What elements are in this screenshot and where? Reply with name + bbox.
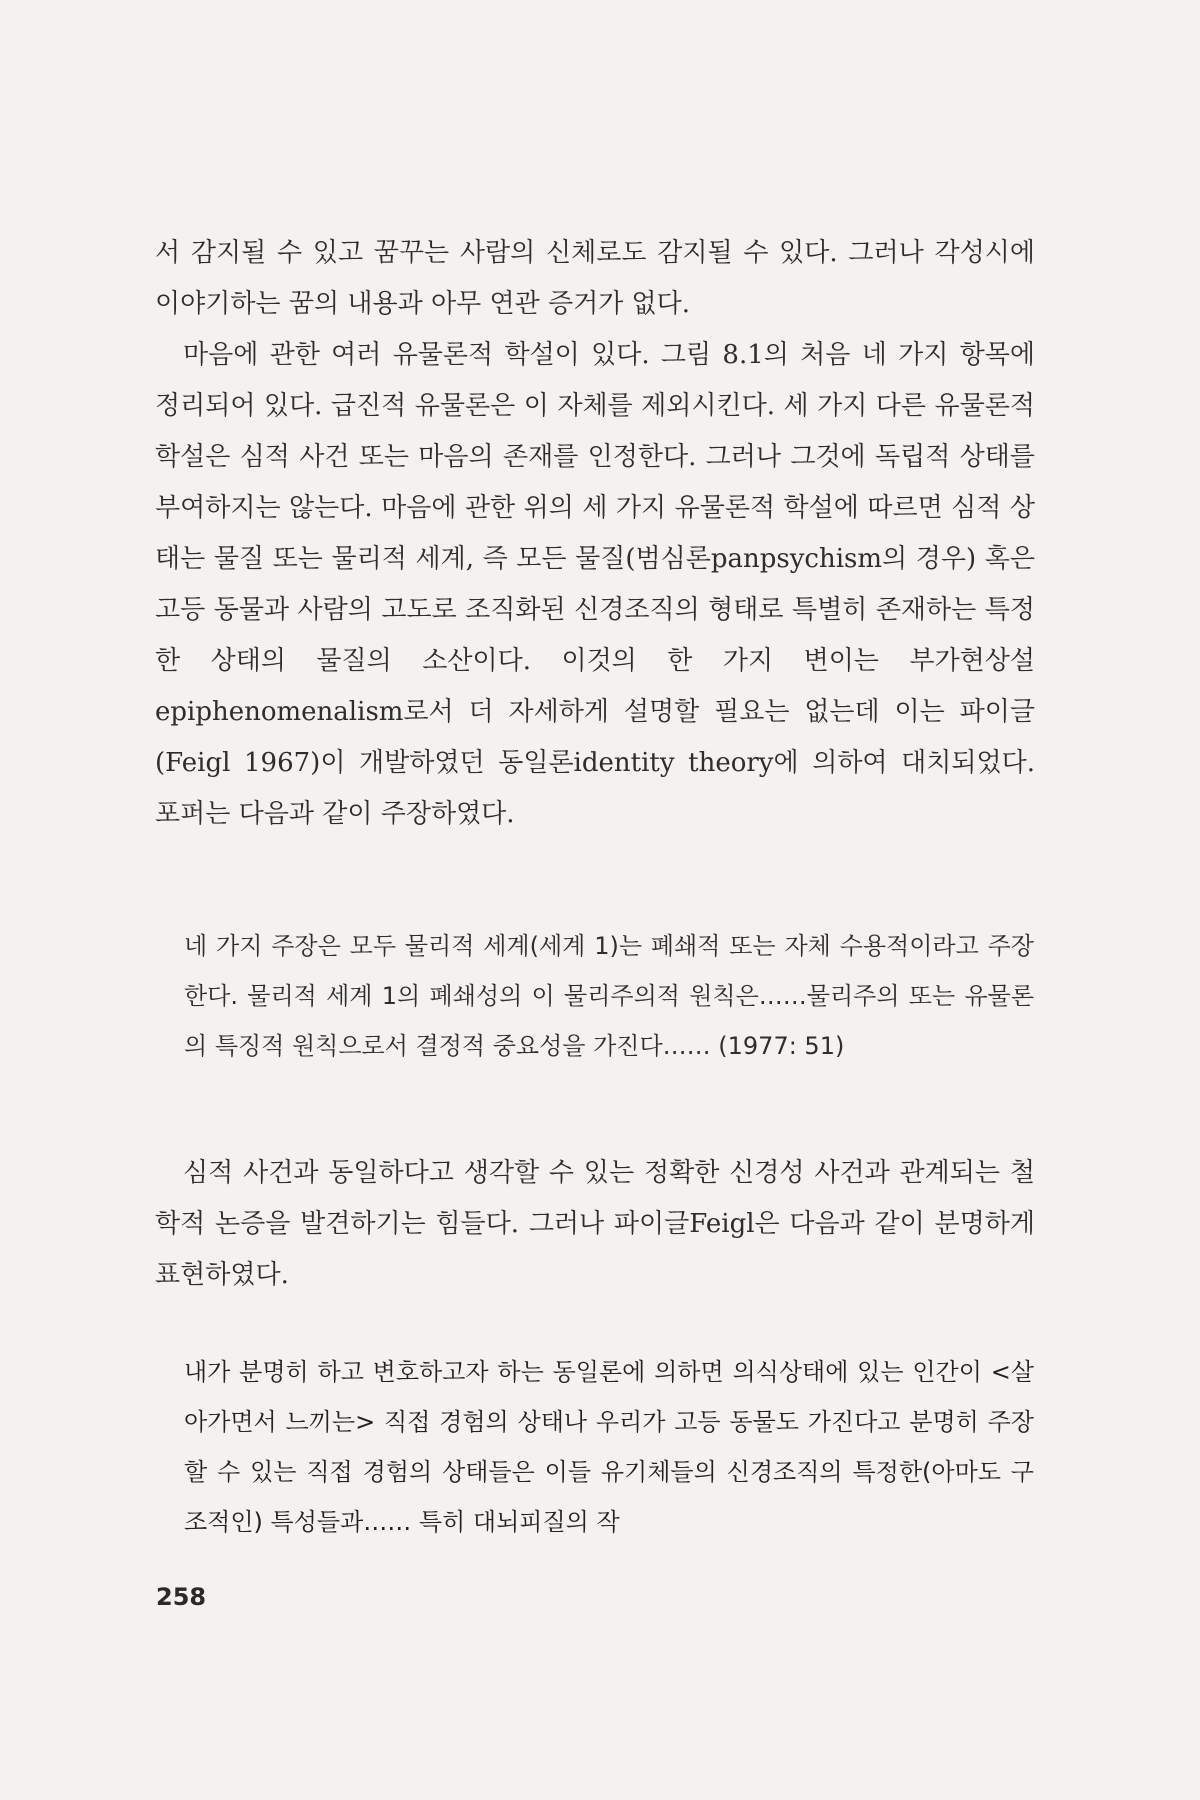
block-quote-popper bbox=[184, 921, 1034, 1071]
paragraph-continued: 서 감지될 수 있고 꿈꾸는 사람의 신체로도 감지될 수 있다. 그러나 각성시에 이야기하는 꿈의 내용과 아무 연관 증거가 없다. bbox=[155, 238, 1035, 319]
quote-text: 네 가지 주장은 모두 물리적 세계(세계 1)는 폐쇄적 또는 자체 수용적이라고 주장한다. 물리적 세계 1의 폐쇄성의 이 물리주의적 원칙은……물리주의 또는 유물론의 특징적 원칙으로서 결정적 중요성을 가진다…… (1977: 51) bbox=[184, 932, 1034, 1060]
quote-text: 내가 분명히 하고 변호하고자 하는 동일론에 의하면 의식상태에 있는 인간이 <살아가면서 느끼는> 직접 경험의 상태나 우리가 고등 동물도 가진다고 분명히 주장할 수 있는 직접 경험의 상태들은 이들 유기체들의 신경조직의 특정한(아마도 구조적인) 특성들과…… 특히 대뇌피질의 작 bbox=[184, 1358, 1034, 1536]
paragraph-feigl: 심적 사건과 동일하다고 생각할 수 있는 정확한 신경성 사건과 관계되는 철학적 논증을 발견하기는 힘들다. 그러나 파이글Feigl은 다음과 같이 분명하게 표현하였다. bbox=[155, 1158, 1035, 1290]
page-number: 258 bbox=[156, 1583, 207, 1611]
body-text bbox=[155, 228, 1035, 840]
body-text-feigl bbox=[155, 1148, 1035, 1301]
block-quote-feigl bbox=[184, 1347, 1034, 1547]
paragraph-materialism: 마음에 관한 여러 유물론적 학설이 있다. 그림 8.1의 처음 네 가지 항목에 정리되어 있다. 급진적 유물론은 이 자체를 제외시킨다. 세 가지 다른 유물론적 학설은 심적 사건 또는 마음의 존재를 인정한다. 그러나 그것에 독립적 상태를 부여하지는 않는다. 마음에 관한 위의 세 가지 유물론적 학설에 따르면 심적 상태는 물질 또는 물리적 세계, 즉 모든 물질(범심론panpsychism의 경우) 혹은 고등 동물과 사람의 고도로 조직화된 신경조직의 형태로 특별히 존재하는 특정한 상태의 물질의 소산이다. 이것의 한 가지 변이는 부가현상설epiphenomenalism로서 더 자세하게 설명할 필요는 없는데 이는 파이글(Feigl 1967)이 개발하였던 동일론identity theory에 의하여 대치되었다. 포퍼는 다음과 같이 주장하였다. bbox=[155, 340, 1035, 829]
